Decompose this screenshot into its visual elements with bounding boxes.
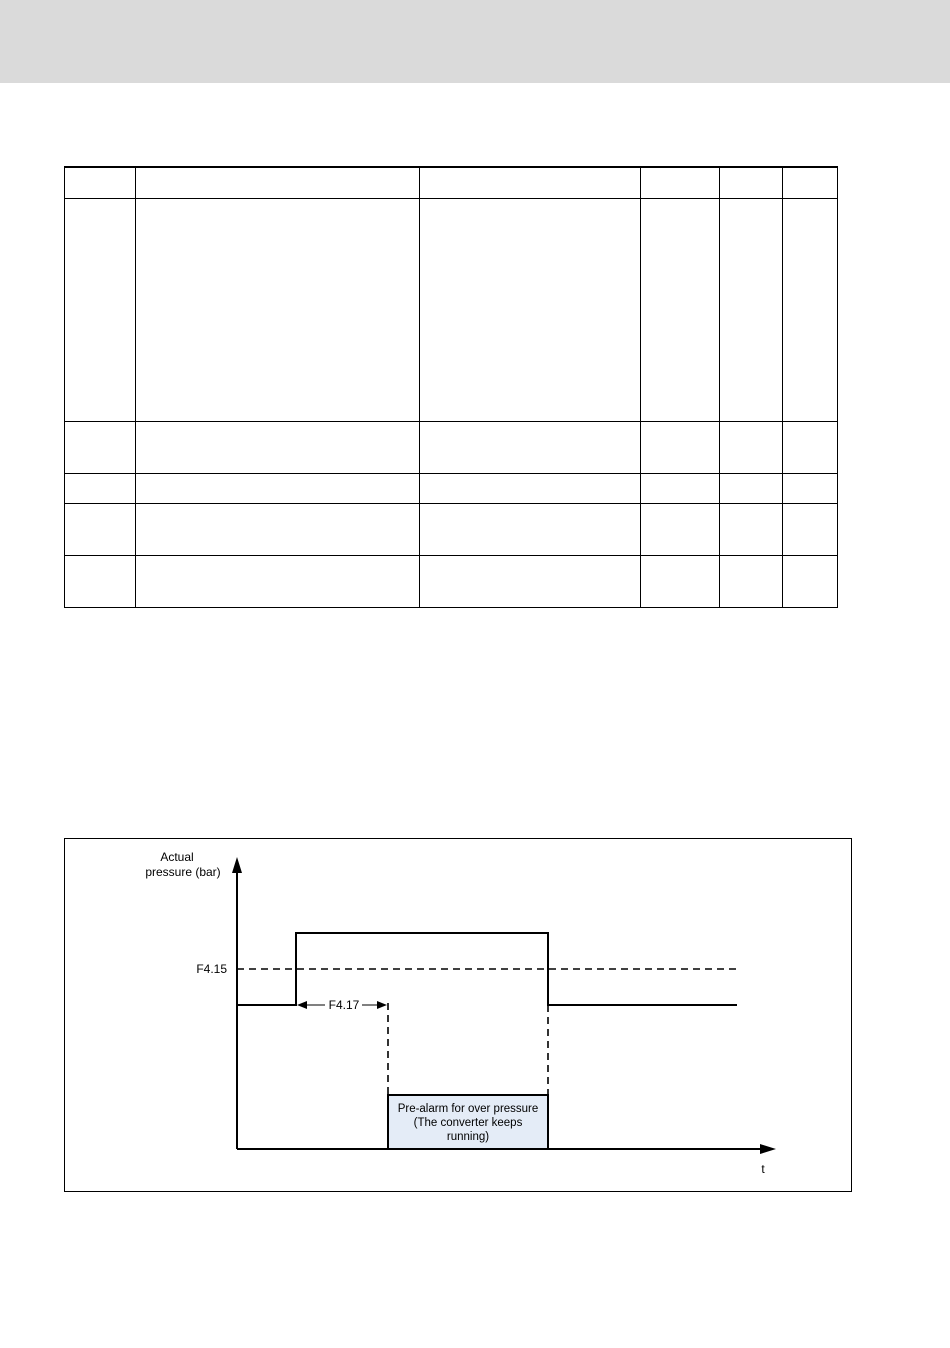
table-row bbox=[65, 556, 838, 608]
pre-alarm-text-line1: Pre-alarm for over pressure bbox=[397, 1103, 539, 1115]
delay-label: F4.17 bbox=[328, 998, 360, 1012]
table-header-cell bbox=[65, 167, 136, 199]
table-header-cell bbox=[783, 167, 838, 199]
table-header-cell bbox=[720, 167, 783, 199]
x-axis-arrow bbox=[760, 1144, 776, 1154]
threshold-label: F4.15 bbox=[196, 962, 227, 976]
table-header-cell bbox=[136, 167, 420, 199]
table-row bbox=[65, 422, 838, 474]
table-row bbox=[65, 474, 838, 504]
pre-alarm-text-line2: (The converter keeps bbox=[413, 1117, 523, 1129]
parameter-table bbox=[64, 166, 838, 608]
diagram-svg bbox=[65, 839, 853, 1193]
table-header-cell bbox=[420, 167, 641, 199]
y-axis-arrow bbox=[232, 857, 242, 873]
table-header-row bbox=[65, 167, 838, 199]
table-row bbox=[65, 504, 838, 556]
delay-arrow-head-right bbox=[377, 1001, 387, 1009]
y-axis-label-line2: pressure (bar) bbox=[145, 865, 221, 879]
pressure-alarm-diagram bbox=[64, 838, 852, 1192]
y-axis-label-line1: Actual bbox=[160, 850, 194, 864]
x-axis-label: t bbox=[761, 1162, 765, 1176]
table-header-cell bbox=[641, 167, 720, 199]
top-banner bbox=[0, 0, 950, 83]
pre-alarm-text-line3: running) bbox=[446, 1131, 490, 1143]
table-row bbox=[65, 199, 838, 422]
delay-arrow-head-left bbox=[297, 1001, 307, 1009]
